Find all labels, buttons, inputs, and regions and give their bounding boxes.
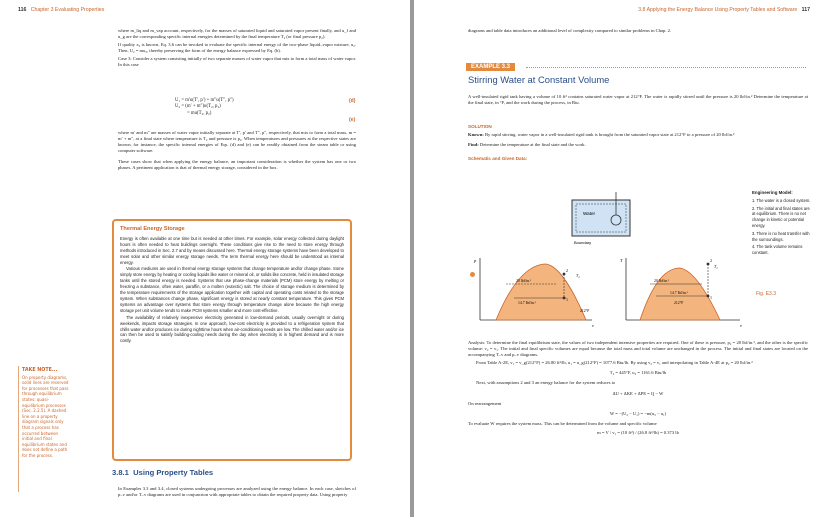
model-item: 3. There is no heat transfer with the surroundings. (752, 230, 810, 242)
solution-label: SOLUTION (468, 124, 492, 129)
left-intro-text (118, 28, 356, 71)
left-page-header (18, 7, 104, 13)
section-title: Using Property Tables (133, 468, 214, 477)
work-equation: W = −(U₂ − U₁) = −m(u₂ − u₁) (609, 410, 667, 416)
take-note-sidebar (18, 366, 72, 492)
boundary-label: Boundary (574, 240, 592, 245)
example-tag: EXAMPLE 3.3 (466, 63, 515, 71)
tv-axis-label-t: T (620, 258, 623, 263)
take-note-title: TAKE NOTE... (22, 368, 58, 373)
find-text: Determine the temperature at the final state and the work. (479, 142, 586, 148)
solution-block (468, 124, 808, 162)
paragraph: where m_liq and m_vap account, respectively, for the masses of saturated liquid and saturated vapor present finally, and u_f and u_g are the corresponding specific internal energies determined by the final temperature T₂ (or final pressure p₂). (118, 28, 356, 40)
energy-balance-equation: ΔU + ΔKE + ΔPE = Q − W (612, 390, 664, 396)
analysis-block (468, 340, 808, 439)
analysis-text-2: From Table A-2E, v₁ = v_g(212°F) = 26.80 ft³/lb, u₁ = u_g(212°F) = 1077.6 Btu/lb. By using v₂ = v₁ and interpolating in Table A-4E at p₂ = 20 lbf/in.² (476, 360, 753, 366)
rigid-tank-icon (572, 200, 630, 236)
left-page (0, 0, 410, 517)
tv-state-2-label: 2 (710, 258, 712, 263)
pv-state-2 (563, 273, 566, 276)
tv-state-2 (707, 263, 710, 266)
left-body-text (118, 130, 356, 174)
pv-state-1-label: 1 (566, 297, 568, 302)
tv-p-high-label: 20 lbf/in.² (654, 279, 670, 283)
right-top-text: diagrams and table data introduces an additional level of complexity compared to similar problems in Chap. 2. (468, 28, 672, 33)
mass-equation: m = V / v₁ = (10 ft³) / (26.8 ft³/lb) = 0.373 lb (597, 429, 679, 435)
take-note-text: On property diagrams, solid lines are reserved for processes that pass through equilibrium states: quasi-equilibrium processes (Sec. 2.2.5). A dashed line on a property diagram signals only that a process has occurred between initial and final equilibrium states and does not define a path for the process. (22, 374, 69, 458)
right-page-number: 117 (801, 7, 810, 13)
water-label: Water (583, 211, 596, 216)
pv-tsat-label: 212°F (580, 309, 590, 313)
paragraph: If quality x₂ is known, Eq. 3.6 can be invoked to evaluate the specific internal energy of the two-phase liquid–vapor mixture, u₂. Then, U₂ = mu₂, thereby preserving the form of the energy balance expressed by Eq. (b). (118, 42, 356, 54)
mass-text: To evaluate W requires the system mass. This can be determined from the volume and specific volume (468, 420, 657, 426)
problem-statement: A well-insulated rigid tank having a volume of 10 ft³ contains saturated water vapor at 212°F. The water is rapidly stirred until the pressure is 20 lbf/in.² Determine the temperature at the final state, in °F, and the work during the process, in Btu. (468, 94, 808, 106)
pv-dome (496, 264, 586, 320)
pv-p-high-label: 20 lbf/in.² (516, 279, 532, 283)
figure-number: Fig. E3.3 (756, 291, 777, 297)
chapter-title: Chapter 3 Evaluating Properties (30, 7, 105, 13)
tv-t2-label: T₂ (714, 264, 718, 269)
pv-t2-label: T₂ (576, 273, 580, 278)
model-item: 2. The initial and final states are at equilibrium. There is no net change in kinetic or potential energy. (752, 205, 810, 228)
section-text: In Examples 3.3 and 3.4, closed systems undergoing processes are analyzed using the energy balance. In each case, sketches of p–v and/or T–v diagrams are used in conjunction with appropriate tables to obtain the required property data. Using property (118, 486, 356, 498)
model-item: 1. The water is a closed system. (752, 197, 811, 203)
left-page-number: 116 (18, 7, 27, 13)
section-number: 3.8.1 (112, 468, 129, 477)
pv-axis-label-p: p (474, 258, 477, 263)
running-head: 3.8 Applying the Energy Balance Using Property Tables and Software (638, 7, 798, 13)
equation: U₂ = (m′ + m″)u(T₂, p₂) (175, 104, 221, 110)
equation: U₁ = m′u(T′, p′) + m″u(T″, p″) (175, 98, 234, 103)
box-paragraph: Various mediums are used in thermal energy storage systems that change temperature and/or change phase. Some simply store energy by heating or cooling liquids like water or mineral oil, or solids like concrete, held in insulated storage tanks until the stored energy is needed. Systems that use phase-change materials (PCM) store energy by melting or freezing a substance, often water, paraffin, or a molten (eutectic) salt. The choice of storage medium is determined by the temperature requirements of the storage application together with capital and operating costs related to the storage system. When substances change phase, significant energy is stored at nearly constant temperature. This gives PCM systems an advantage over systems that store energy through temperature change alone because the high energy storage per unit volume tends to make PCM systems smaller and more cost-effective. (120, 266, 344, 313)
banner-dotted-line (526, 67, 806, 68)
example-banner (466, 63, 808, 71)
model-title: Engineering Model: (752, 190, 793, 195)
pv-p-low-label: 14.7 lbf/in.² (518, 301, 536, 305)
tv-axis-label-v: v (740, 323, 743, 328)
rearranging-text: On rearrangement (468, 400, 502, 406)
tv-state-1 (707, 295, 710, 298)
section-heading (112, 468, 213, 477)
paragraph: These cases show that when applying the energy balance, an important consideration is whether the system has one or two phases. A pertinent application is that of thermal energy storage, considered in the box. (118, 159, 356, 171)
equation: = mu(T₂, p₂) (187, 110, 212, 116)
analysis-text: Analysis: To determine the final equilibrium state, the values of two independent intensive properties are required. One of these is pressure, p₂ = 20 lbf/in.², and the other is the specific volume: v₂ = v₁. The initial and final specific volumes are equal because the total mass and total volume are unchanged in the process. The initial and final states are located on the accompanying T–v and p–v diagrams. (468, 340, 808, 358)
model-item: 4. The tank volume remains constant. (752, 244, 803, 256)
pv-state-2-label: 2 (566, 268, 568, 273)
next-text: Next, with assumptions 2 and 3 an energy balance for the system reduces to (476, 380, 616, 386)
right-page-header (560, 7, 810, 13)
box-paragraph: The availability of relatively inexpensive electricity generated in low-demand periods, usually overnight or during weekends, impacts storage strategies. In one approach, low-cost electricity is provided to a refrigeration system that chills water and/or produces ice during nighttime hours when air-conditioning needs are low. The chilled water and/or ice can then be used to satisfy building-cooling needs during the day when electricity is in highest demand and is more costly. (120, 314, 344, 344)
pv-axis-label-v: v (592, 323, 595, 328)
engineering-model (752, 190, 814, 258)
known-text: By rapid stirring, water vapor in a well-insulated rigid tank is brought from the saturated vapor state at 212°F to a pressure of 20 lbf/in.² (484, 132, 735, 138)
equations-d-e (175, 98, 345, 117)
tv-p-low-label: 14.7 lbf/in.² (670, 291, 688, 295)
pv-state-1 (563, 297, 566, 300)
schematic-label: Schematic and Given Data: (468, 156, 528, 162)
paragraph: where m′ and m″ are masses of water vapor initially separate at T′, p′ and T″, p″, respectively, that mix to form a total mass, m = m′ + m″, at a final state where temperature is T₂ and pressure is p₂. When temperatures and pressures at the respective states are known, for instance, the specific internal energies of Eqs. (d) and (e) can be readily obtained from the steam table or using computer software. (118, 130, 356, 154)
paragraph: Case 3: Consider a system consisting initially of two separate masses of water vapor that mix to form a total mass of water vapor. In this case (118, 56, 356, 68)
tv-state-1-label: 1 (710, 295, 712, 300)
known-label: Known: (468, 132, 484, 138)
find-label: Find: (468, 142, 479, 148)
equation-tag-e: (e) (349, 117, 356, 123)
box-title: Thermal Energy Storage (120, 226, 185, 232)
thermal-energy-storage-box (112, 219, 352, 461)
box-paragraph: Energy is often available at one time but is needed at other times. For example, solar energy collected during daylight hours is often needed to heat buildings overnight. These conditions give rise to the need to store energy through methods introduced in Sec. 2.7 and by means discussed here. Thermal energy storage systems have been developed to meet solar and other similar energy storage needs. The term thermal energy here should be understood as internal energy. (120, 235, 344, 265)
example-title: Stirring Water at Constant Volume (468, 74, 610, 85)
result-equation: T₂ = 445°F, u₂ = 1161.6 Btu/lb (609, 370, 667, 376)
tv-tsat-label: 212°F (674, 301, 684, 305)
equation-tag-d: (d) (349, 98, 356, 104)
